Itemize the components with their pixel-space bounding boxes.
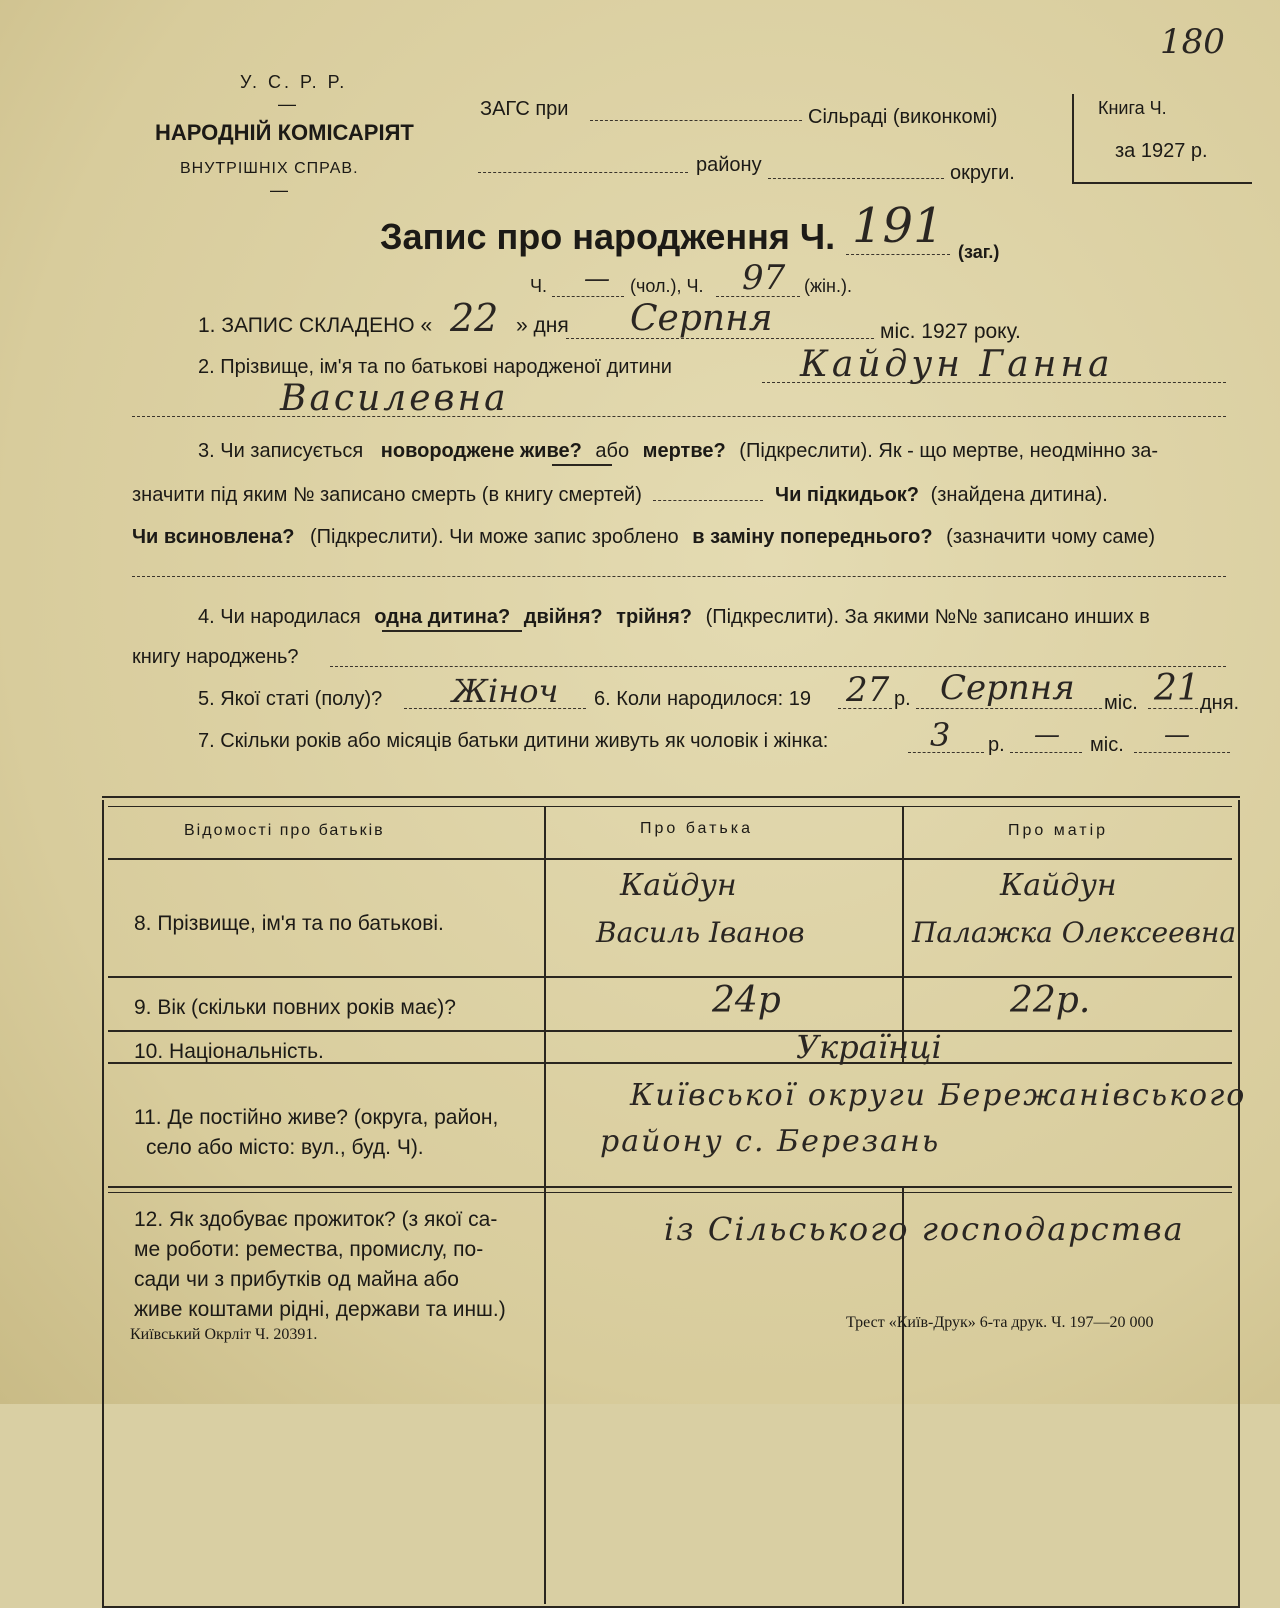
mother-surname: Кайдун <box>1000 868 1117 903</box>
record-number: 191 <box>852 198 944 254</box>
item3-line1 <box>198 440 1158 463</box>
child-name-line-2 <box>132 416 1226 417</box>
item1-suffix: міс. 1927 року. <box>880 320 1021 343</box>
row12-label-3: сади чи з прибутків од майна або <box>134 1268 459 1291</box>
item6-year: 27 <box>846 670 890 710</box>
ussr-label: У. С. Р. Р. <box>240 72 348 92</box>
item3-dead: мертве? <box>642 440 726 462</box>
table-top-line <box>102 796 1240 798</box>
book-box-left <box>1072 94 1074 184</box>
record-zag: (заг.) <box>958 242 1000 262</box>
item6-dnya: дня. <box>1200 692 1240 714</box>
item7-years-line <box>908 752 984 753</box>
item3-adopted: Чи всиновлена? <box>132 526 295 548</box>
item4-rest: (Підкреслити). За якими №№ записано инших в <box>705 606 1150 628</box>
residence-line-2: району с. Березань <box>600 1124 941 1159</box>
father-name: Василь Іванов <box>596 916 805 949</box>
table-right-line <box>1238 800 1240 1608</box>
record-number-line <box>846 254 950 255</box>
table-col-divider-2 <box>902 806 904 1062</box>
footer-right: Трест «Київ-Друк» 6-та друк. Ч. 197—20 000 <box>846 1314 1154 1331</box>
header-father: Про батька <box>640 820 753 837</box>
item3-or: або <box>595 440 630 462</box>
item7-years: 3 <box>930 716 951 754</box>
silradi-label: Сільраді (виконкомі) <box>808 106 998 128</box>
commissariat-title: НАРОДНІЙ КОМІСАРІЯТ <box>155 120 414 145</box>
male-label: (чол.), Ч. <box>630 276 704 296</box>
header-dash: — <box>278 94 296 114</box>
item7-end: — <box>1164 720 1190 750</box>
mother-name: Палажка Олексеевна <box>912 916 1237 949</box>
item3-foundling-note: (знайдена дитина). <box>930 484 1108 506</box>
item1-month-line <box>566 338 874 339</box>
row9-label: 9. Вік (скільки повних років має)? <box>134 996 456 1019</box>
item6-month-line <box>916 708 1102 709</box>
item5-label: 5. Якої статі (полу)? <box>198 688 383 710</box>
item3-fill-line <box>132 576 1226 577</box>
item5-line <box>404 708 586 709</box>
item4-twins: двійня? <box>523 606 603 628</box>
male-count-line <box>552 296 624 297</box>
item4-line2: книгу народжень? <box>132 646 299 668</box>
item3-foundling: Чи підкидьок? <box>775 484 920 506</box>
item6-day: 21 <box>1154 668 1200 709</box>
row-line-header <box>108 858 1232 860</box>
table-col-divider-2b <box>902 1186 904 1604</box>
item6-label: 6. Коли народилося: 19 <box>594 688 811 710</box>
male-count: — <box>584 264 610 294</box>
item3-death-line <box>653 500 763 501</box>
item1-month: Серпня <box>630 298 773 339</box>
item3-alive-underline <box>552 464 612 466</box>
item4-fill-line <box>330 666 1226 667</box>
item6-r: р. <box>894 688 911 710</box>
item4-line1 <box>198 606 1150 629</box>
book-box-bottom <box>1072 182 1252 184</box>
item3-replace-q: (Підкреслити). Чи може запис зроблено <box>310 526 679 548</box>
nationality: Українці <box>796 1028 942 1066</box>
residence-line-1: Київської округи Бережанівського <box>630 1078 1247 1113</box>
record-title: Запис про народження Ч. <box>380 216 836 257</box>
item6-mis: міс. <box>1104 692 1138 714</box>
row11-label-2: село або місто: вул., буд. Ч). <box>146 1136 424 1159</box>
row10-label: 10. Національність. <box>134 1040 324 1063</box>
item7-mis: міс. <box>1090 734 1124 756</box>
male-count-prefix: Ч. <box>530 276 547 296</box>
header-dash-2: — <box>270 180 288 200</box>
okrug-fill-line <box>768 178 944 179</box>
row-line-11 <box>108 1186 1232 1188</box>
child-patronymic: Василевна <box>280 378 509 419</box>
item6-day-line <box>1148 708 1198 709</box>
item3-alive: новороджене живе? <box>380 440 582 462</box>
item4-single-underline <box>382 630 522 632</box>
item4-triplets: трійня? <box>616 606 692 628</box>
child-name-line <box>762 382 1226 383</box>
row11-label-1: 11. Де постійно живе? (округа, район, <box>134 1106 499 1129</box>
row-line-8 <box>108 976 1232 978</box>
item3-replacement: в заміну попереднього? <box>692 526 933 548</box>
female-count: 97 <box>742 258 786 298</box>
item2-label: 2. Прізвище, ім'я та по батькові народженої дитини <box>198 356 672 378</box>
header-mother: Про матір <box>1008 822 1109 839</box>
item3-line3 <box>132 526 1155 549</box>
footer-left: Київський Окрліт Ч. 20391. <box>130 1326 318 1343</box>
zags-fill-line <box>590 120 802 121</box>
page-number: 180 <box>1160 22 1225 62</box>
rayon-label: району <box>696 154 762 176</box>
item4-single: одна дитина? <box>374 606 511 628</box>
item3-q: 3. Чи записується <box>198 440 364 462</box>
row12-label-4: живе коштами рідні, держави та инш.) <box>134 1298 506 1321</box>
region-fill-line <box>478 172 688 173</box>
item4-q: 4. Чи народилася <box>198 606 361 628</box>
row-line-11b <box>108 1192 1232 1193</box>
mother-age: 22р. <box>1010 980 1091 1021</box>
okrug-label: округи. <box>950 162 1015 184</box>
item6-year-line <box>838 708 892 709</box>
item7-months: — <box>1034 720 1060 750</box>
book-year: за 1927 р. <box>1115 140 1208 162</box>
female-count-line <box>716 296 800 297</box>
item3-reason: (зазначити чому саме) <box>946 526 1156 548</box>
father-surname: Кайдун <box>620 868 737 903</box>
item3-death-q: значити під яким № записано смерть (в книгу смертей) <box>132 484 642 506</box>
female-label: (жін.). <box>804 276 852 296</box>
item5-value: Жіноч <box>452 672 559 710</box>
item7-r: р. <box>988 734 1005 756</box>
child-name: Кайдун Ганна <box>800 344 1114 385</box>
row12-label-2: ме роботи: ремества, промислу, по- <box>134 1238 484 1261</box>
department-title: ВНУТРІШНІХ СПРАВ. <box>180 160 359 177</box>
header-parents-info: Відомості про батьків <box>184 822 385 839</box>
table-col-divider-1 <box>544 806 546 1604</box>
row8-label: 8. Прізвище, ім'я та по батькові. <box>134 912 444 935</box>
table-inner-top <box>108 806 1232 807</box>
item3-line2 <box>132 484 1108 507</box>
item7-label: 7. Скільки років або місяців батьки дитини живуть як чоловік і жінка: <box>198 730 829 752</box>
item1-label: 1. ЗАПИС СКЛАДЕНО « <box>198 314 433 337</box>
item3-rest: (Підкреслити). Як - що мертве, неодмінно за- <box>739 440 1159 462</box>
item6-month: Серпня <box>940 668 1075 708</box>
item7-months-line <box>1010 752 1082 753</box>
item1-day: 22 <box>450 296 499 340</box>
item7-end-line <box>1134 752 1230 753</box>
item1-day-word: » дня <box>516 314 569 337</box>
row-line-9 <box>108 1030 1232 1032</box>
zags-label: ЗАГС при <box>480 98 569 120</box>
book-label: Книга Ч. <box>1098 98 1167 118</box>
row12-label-1: 12. Як здобуває прожиток? (з якої са- <box>134 1208 498 1231</box>
table-left-line <box>102 800 104 1608</box>
occupation: із Сільського господарства <box>664 1210 1185 1248</box>
father-age: 24р <box>712 980 781 1021</box>
